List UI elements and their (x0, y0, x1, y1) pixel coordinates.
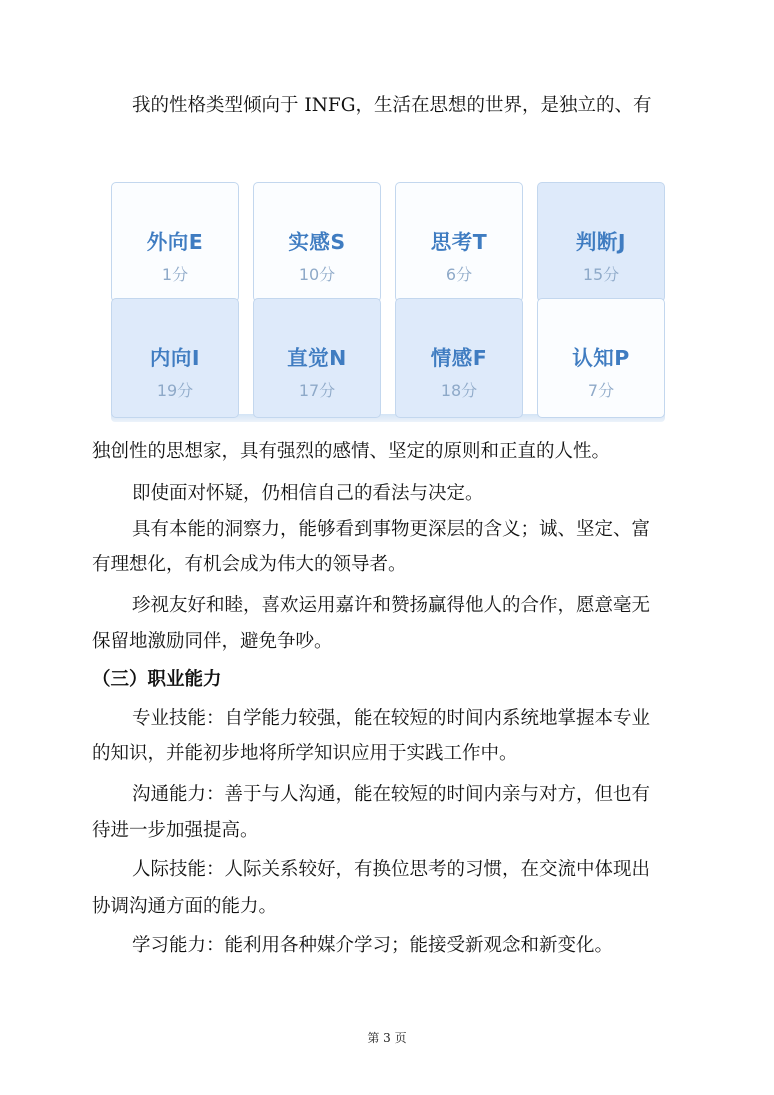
card-label: 直觉N (287, 346, 347, 370)
card-label: 认知P (572, 346, 630, 370)
paragraph-line: 即使面对怀疑，仍相信自己的看法与决定。 (132, 483, 484, 504)
page-number: 第 3 页 (367, 1031, 407, 1045)
card-score: 17分 (298, 381, 336, 400)
ability-line: 学习能力：能利用各种媒介学习；能接受新观念和新变化。 (132, 935, 614, 956)
mbti-card-introversion (111, 298, 239, 418)
card-score: 7分 (587, 381, 615, 400)
paragraph-line: 具有本能的洞察力，能够看到事物更深层的含义；诚、坚定、富 (132, 519, 651, 540)
ability-line: 沟通能力：善于与人沟通，能在较短的时间内亲与对方，但也有 (132, 784, 651, 805)
card-score: 6分 (445, 265, 473, 284)
card-score: 1分 (161, 265, 189, 284)
intro-line: 我的性格类型倾向于 INFG，生活在思想的世界，是独立的、有 (132, 95, 652, 116)
mbti-card-perceiving (537, 298, 665, 418)
paragraph-line: 有理想化，有机会成为伟大的领导者。 (92, 554, 407, 575)
mbti-card-thinking (395, 182, 523, 302)
card-score: 15分 (582, 265, 620, 284)
card-label: 思考T (430, 230, 488, 254)
section-heading: （三）职业能力 (92, 669, 222, 690)
ability-line: 协调沟通方面的能力。 (92, 896, 278, 917)
mbti-card-extraversion (111, 182, 239, 302)
card-score: 19分 (156, 381, 194, 400)
paragraph-line: 保留地激励同伴，避免争吵。 (92, 631, 333, 652)
mbti-card-intuition (253, 298, 381, 418)
mbti-card-feeling (395, 298, 523, 418)
mbti-card-judging (537, 182, 665, 302)
ability-line: 专业技能：自学能力较强，能在较短的时间内系统地掌握本专业 (132, 708, 651, 729)
paragraph-line: 珍视友好和睦，喜欢运用嘉许和赞扬赢得他人的合作，愿意毫无 (132, 595, 651, 616)
ability-line: 人际技能：人际关系较好，有换位思考的习惯，在交流中体现出 (132, 859, 651, 880)
card-label: 内向I (149, 346, 201, 370)
card-label: 实感S (288, 230, 346, 254)
card-score: 18分 (440, 381, 478, 400)
ability-line: 待进一步加强提高。 (92, 820, 259, 841)
card-label: 外向E (146, 230, 204, 254)
mbti-card-sensing (253, 182, 381, 302)
card-score: 10分 (298, 265, 336, 284)
card-label: 判断J (575, 230, 627, 254)
ability-line: 的知识，并能初步地将所学知识应用于实践工作中。 (92, 743, 518, 764)
card-label: 情感F (430, 346, 488, 370)
paragraph-line: 独创性的思想家，具有强烈的感情、坚定的原则和正直的人性。 (92, 441, 611, 462)
mbti-score-grid (107, 176, 669, 424)
